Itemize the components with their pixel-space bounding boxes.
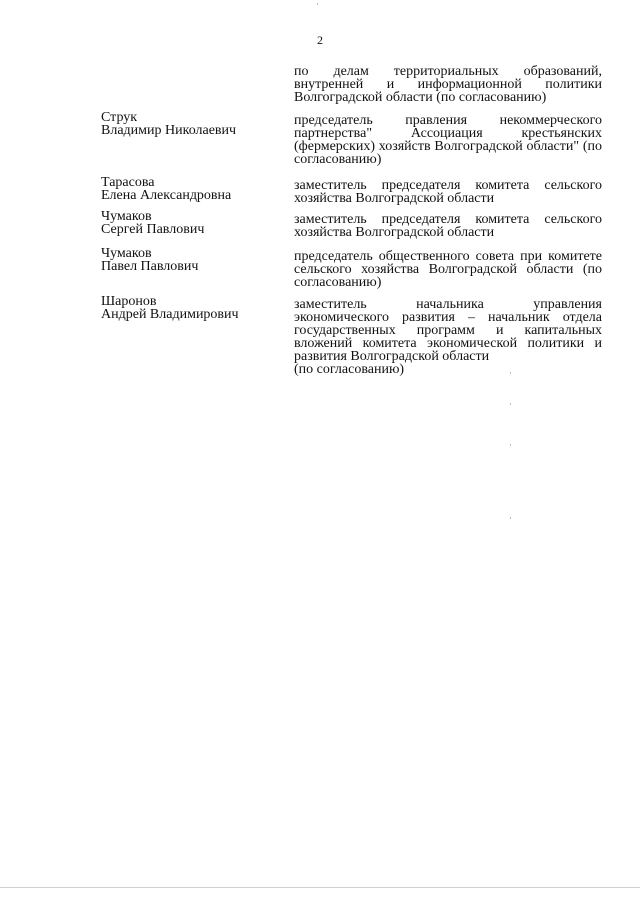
scan-speck xyxy=(510,372,511,374)
member-role: заместитель председателя комитета сельского хозяйства Волгоградской области xyxy=(294,178,602,206)
member-surname: Тарасова xyxy=(101,175,155,190)
scan-speck xyxy=(317,3,318,5)
member-surname: Струк xyxy=(101,110,138,125)
member-given-names: Владимир Николаевич xyxy=(101,123,237,138)
member-name xyxy=(101,111,281,137)
scan-edge-line xyxy=(0,887,640,888)
scan-speck xyxy=(510,444,511,446)
member-role: председатель правления некоммерческого партнерства" Ассоциация крестьянских (фермерских) хозяйств Волгоградской области" (по согласованию) xyxy=(294,113,602,167)
member-role xyxy=(294,298,602,376)
member-surname: Чумаков xyxy=(101,209,152,224)
member-name xyxy=(101,295,281,321)
member-given-names: Елена Александровна xyxy=(101,188,232,203)
member-surname: Чумаков xyxy=(101,246,152,261)
scan-speck xyxy=(510,403,511,405)
member-role: заместитель председателя комитета сельского хозяйства Волгоградской области xyxy=(294,212,602,240)
member-name xyxy=(101,176,281,202)
member-surname: Шаронов xyxy=(101,294,157,309)
member-given-names: Павел Павлович xyxy=(101,259,199,274)
member-role: председатель общественного совета при комитете сельского хозяйства Волгоградской области (по согласованию) xyxy=(294,249,602,290)
member-name xyxy=(101,247,281,273)
member-role-text: заместитель начальника управления экономического развития – начальник отдела государственных программ и капитальных вложений комитета экономической политики и развития Волгоградской области xyxy=(294,297,602,364)
scan-speck xyxy=(510,517,511,519)
member-given-names: Сергей Павлович xyxy=(101,222,205,237)
page-number: 2 xyxy=(317,33,323,47)
member-given-names: Андрей Владимирович xyxy=(101,307,239,322)
member-name xyxy=(101,210,281,236)
member-role-note: (по согласованию) xyxy=(294,362,405,377)
member-role: по делам территориальных образований, внутренней и информационной политики Волгоградской области (по согласованию) xyxy=(294,64,602,105)
